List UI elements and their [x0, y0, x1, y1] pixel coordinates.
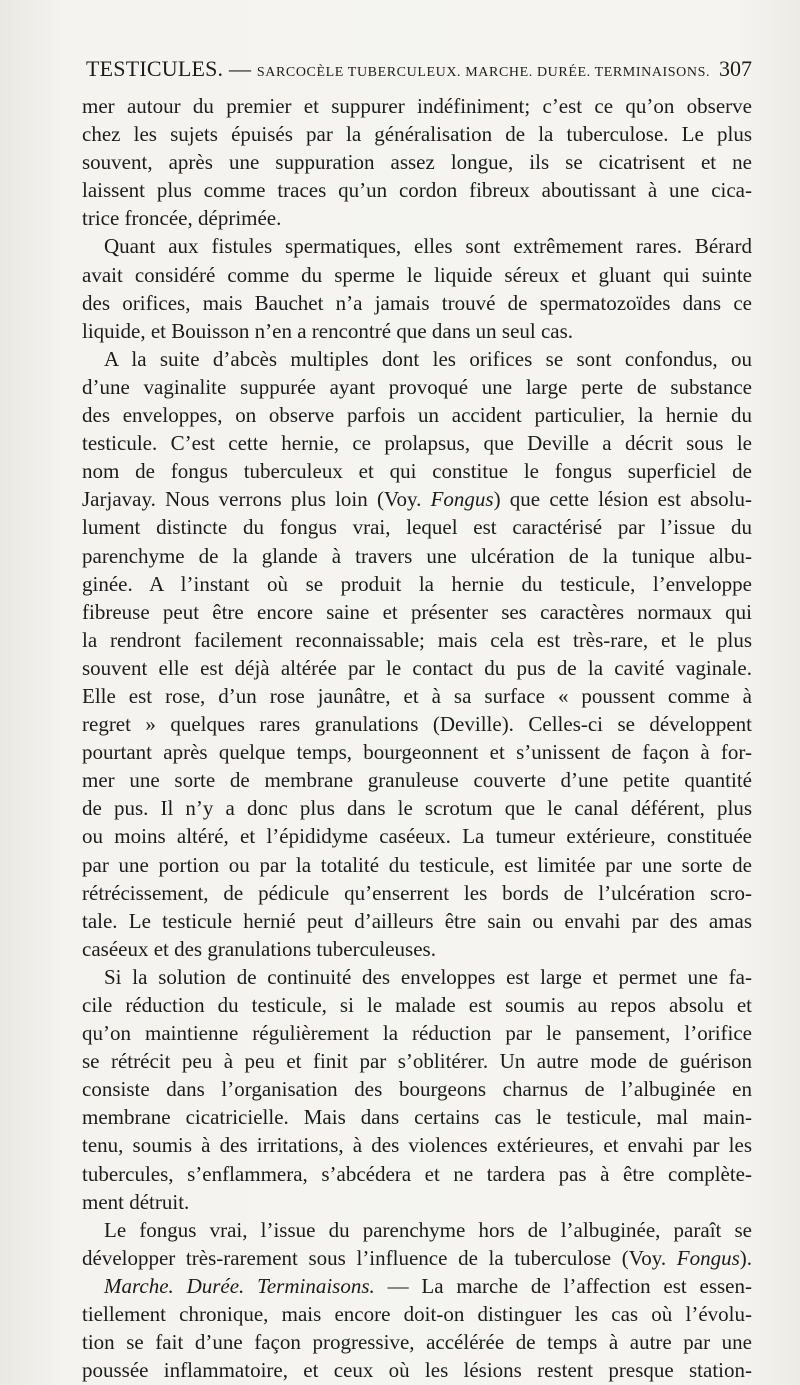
- text-line: [82, 1047, 752, 1075]
- line-text: souvent elle est déjà altérée par le contact du pus de la cavité vaginale.: [82, 655, 752, 680]
- text-line: [82, 1160, 752, 1188]
- text-line: [82, 120, 752, 148]
- line-text: regret » quelques rares granulations (Deville). Celles-ci se développent: [82, 712, 752, 737]
- line-text: tale. Le testicule hernié peut d’ailleurs être sain ou envahi par des amas: [82, 908, 752, 933]
- text-line: [82, 429, 752, 457]
- text-line: [82, 626, 752, 654]
- line-text: Jarjavay. Nous verrons plus loin (Voy.: [82, 487, 431, 512]
- text-line: [82, 935, 752, 963]
- line-text: ) que cette lésion est absolu-: [493, 487, 752, 512]
- line-text: Elle est rose, d’un rose jaunâtre, et à sa surface « poussent comme à: [82, 683, 752, 708]
- line-text: pourtant après quelque temps, bourgeonnent et s’unissent de façon à for-: [82, 740, 752, 765]
- line-text: avait considéré comme du sperme le liquide séreux et gluant qui suinte: [82, 262, 752, 287]
- text-line: [82, 766, 752, 794]
- text-line: [82, 1272, 752, 1300]
- text-line: [82, 963, 752, 991]
- text-line: [82, 598, 752, 626]
- line-text: développer très-rarement sous l’influence de la tuberculose (Voy.: [82, 1245, 677, 1270]
- line-text: nom de fongus tuberculeux et qui constitue le fongus superficiel de: [82, 459, 752, 484]
- line-text: des enveloppes, on observe parfois un accident particulier, la hernie du: [82, 403, 752, 428]
- text-line: [82, 1188, 752, 1216]
- line-text: membrane cicatricielle. Mais dans certains cas le testicule, mal main-: [82, 1105, 752, 1130]
- header-subtitle: SARCOCÈLE TUBERCULEUX. MARCHE. DURÉE. TERMINAISONS.: [256, 65, 711, 80]
- text-line: [82, 401, 752, 429]
- text-line: [82, 232, 752, 260]
- line-text: tion se fait d’une façon progressive, accélérée de temps à autre par une: [82, 1330, 752, 1355]
- text-line: [82, 654, 752, 682]
- line-text: souvent, après une suppuration assez longue, ils se cicatrisent et ne: [82, 150, 752, 175]
- text-line: [82, 570, 752, 598]
- text-line: [82, 682, 752, 710]
- text-line: [82, 373, 752, 401]
- line-text: caséeux et des granulations tuberculeuses.: [82, 936, 436, 961]
- text-line: [82, 907, 752, 935]
- running-header: [86, 56, 752, 82]
- line-text: d’une vaginalite suppurée ayant provoqué une large perte de substance: [82, 374, 752, 399]
- line-text: des orifices, mais Bauchet n’a jamais trouvé de spermatozoïdes dans ce: [82, 290, 752, 315]
- text-line: [82, 710, 752, 738]
- text-line: [82, 1328, 752, 1356]
- line-text: consiste dans l’organisation des bourgeons charnus de l’albuginée en: [82, 1077, 752, 1102]
- text-line: [82, 851, 752, 879]
- text-line: [82, 485, 752, 513]
- line-text: Quant aux fistules spermatiques, elles sont extrêmement rares. Bérard: [104, 234, 752, 259]
- text-line: [82, 879, 752, 907]
- italic-text: Fongus: [430, 487, 494, 512]
- text-line: [82, 1244, 752, 1272]
- line-text: tiellement chronique, mais encore doit-on distinguer les cas où l’évolu-: [82, 1302, 752, 1327]
- text-line: [82, 317, 752, 345]
- text-line: [82, 1216, 752, 1244]
- text-line: [82, 542, 752, 570]
- text-line: [82, 261, 752, 289]
- line-text: laissent plus comme traces qu’un cordon fibreux aboutissant à une cica-: [82, 178, 752, 203]
- line-text: ).: [739, 1245, 752, 1270]
- text-line: [82, 92, 752, 120]
- line-text: tubercules, s’enflammera, s’abcédera et ne tardera pas à être complète-: [82, 1161, 752, 1186]
- text-line: [82, 738, 752, 766]
- line-text: mer une sorte de membrane granuleuse couverte d’une petite quantité: [82, 768, 752, 793]
- text-line: [82, 1019, 752, 1047]
- line-text: lument distincte du fongus vrai, lequel est caractérisé par l’issue du: [82, 515, 752, 540]
- header-title: [86, 56, 710, 82]
- line-text: tenu, soumis à des irritations, à des violences extérieures, et envahi par les: [82, 1133, 752, 1158]
- text-line: [82, 148, 752, 176]
- line-text: trice froncée, déprimée.: [82, 206, 282, 231]
- italic-text: Fongus: [676, 1245, 740, 1270]
- line-text: ment détruit.: [82, 1189, 190, 1214]
- text-line: [82, 1131, 752, 1159]
- body-text: [82, 92, 752, 1384]
- line-text: se rétrécit peu à peu et finit par s’oblitérer. Un autre mode de guérison: [82, 1049, 752, 1074]
- text-line: [82, 345, 752, 373]
- line-text: de pus. Il n’y a donc plus dans le scrotum que le canal déférent, plus: [82, 796, 752, 821]
- line-text: Le fongus vrai, l’issue du parenchyme hors de l’albuginée, paraît se: [104, 1217, 752, 1242]
- header-dash: —: [228, 56, 252, 81]
- italic-text: Marche. Durée. Terminaisons.: [104, 1273, 375, 1298]
- line-text: Si la solution de continuité des enveloppes est large et permet une fa-: [104, 964, 752, 989]
- line-text: fibreuse peut être encore saine et présenter ses caractères normaux qui: [82, 599, 752, 624]
- text-line: [82, 457, 752, 485]
- line-text: ou moins altéré, et l’épididyme caséeux. La tumeur extérieure, constituée: [82, 824, 752, 849]
- text-line: [82, 1075, 752, 1103]
- line-text: poussée inflammatoire, et ceux où les lésions restent presque station-: [82, 1358, 752, 1383]
- line-text: liquide, et Bouisson n’en a rencontré que dans un seul cas.: [82, 318, 574, 343]
- text-line: [82, 289, 752, 317]
- line-text: chez les sujets épuisés par la généralisation de la tuberculose. Le plus: [82, 122, 752, 147]
- line-text: cile réduction du testicule, si le malade est soumis au repos absolu et: [82, 993, 752, 1017]
- line-text: ginée. A l’instant où se produit la hernie du testicule, l’enveloppe: [82, 571, 752, 596]
- text-line: [82, 822, 752, 850]
- text-line: [82, 991, 752, 1019]
- header-main-title: TESTICULES.: [86, 56, 224, 81]
- line-text: mer autour du premier et suppurer indéfiniment; c’est ce qu’on observe: [82, 94, 752, 118]
- line-text: par une portion ou par la totalité du testicule, est limitée par une sorte de: [82, 852, 752, 877]
- text-line: [82, 1300, 752, 1328]
- line-text: testicule. C’est cette hernie, ce prolapsus, que Deville a décrit sous le: [82, 431, 752, 456]
- line-text: A la suite d’abcès multiples dont les orifices se sont confondus, ou: [104, 346, 752, 371]
- text-line: [82, 1356, 752, 1384]
- line-text: parenchyme de la glande à travers une ulcération de la tunique albu-: [82, 543, 752, 568]
- text-line: [82, 176, 752, 204]
- line-text: — La marche de l’affection est essen-: [374, 1273, 752, 1298]
- line-text: la rendront facilement reconnaissable; mais cela est très-rare, et le plus: [82, 627, 752, 652]
- text-line: [82, 204, 752, 232]
- line-text: rétrécissement, de pédicule qu’enserrent les bords de l’ulcération scro-: [82, 880, 752, 905]
- page-number: 307: [719, 56, 752, 81]
- text-line: [82, 1103, 752, 1131]
- line-text: qu’on maintienne régulièrement la réduction par le pansement, l’orifice: [82, 1021, 752, 1046]
- text-line: [82, 513, 752, 541]
- text-line: [82, 794, 752, 822]
